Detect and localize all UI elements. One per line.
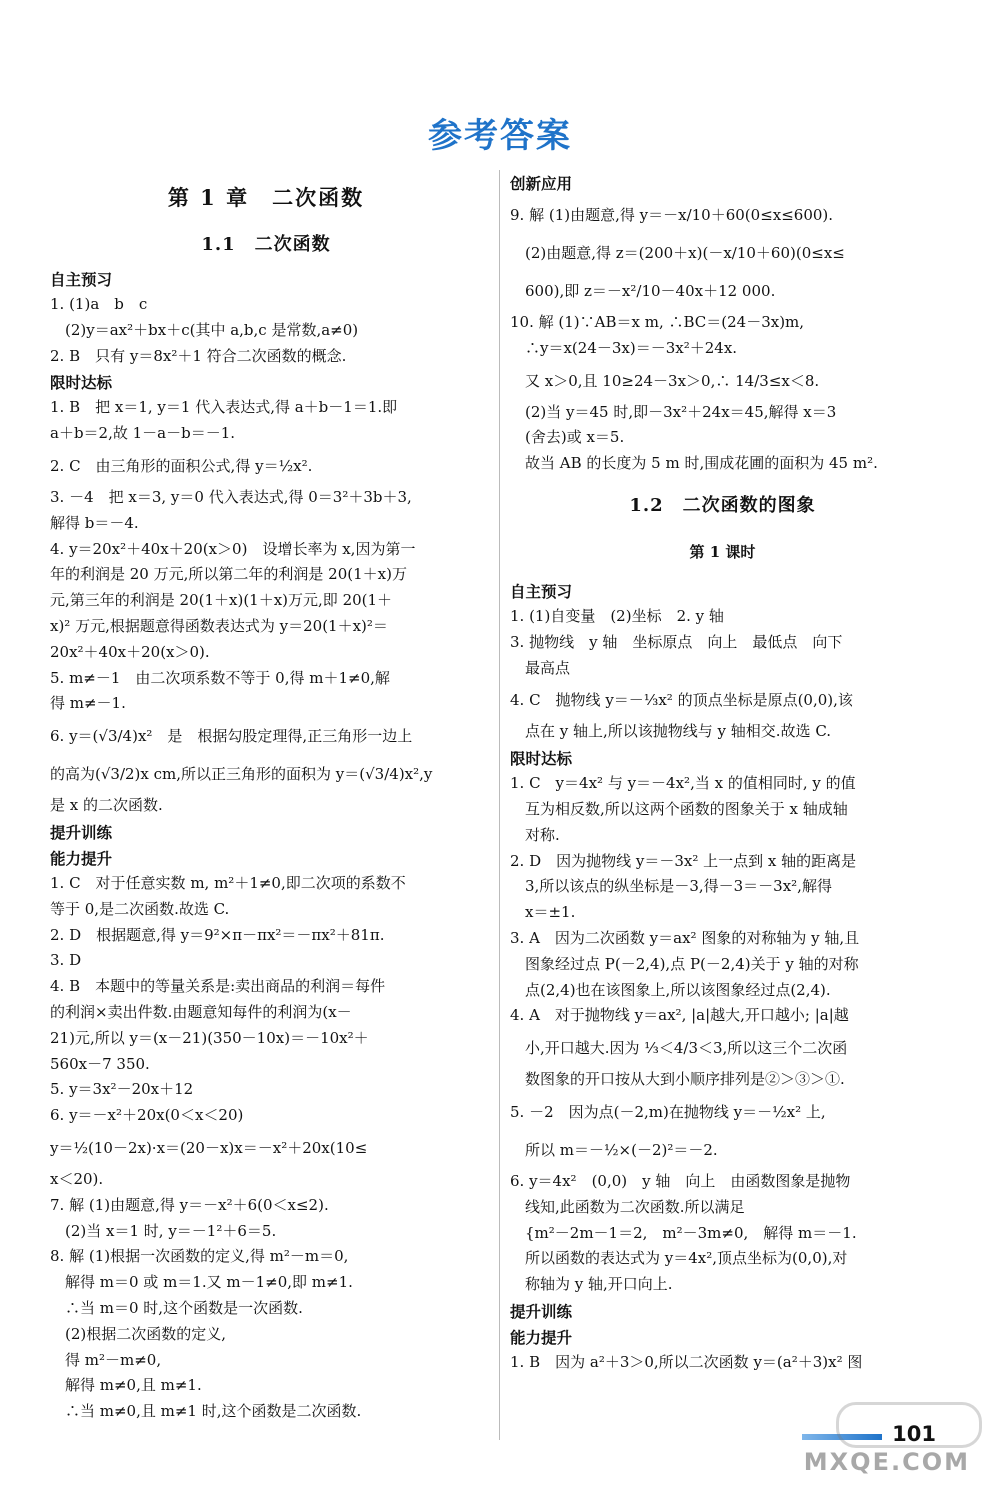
answer-line: 图象经过点 P(－2,4),点 P(－2,4)关于 y 轴的对称 — [510, 954, 859, 973]
answer-line: 2. D 根据题意,得 y＝9²×π－πx²＝－πx²＋81π. — [50, 925, 385, 944]
answer-line: 5. m≠－1 由二次项系数不等于 0,得 m＋1≠0,解 — [50, 668, 390, 687]
section-label: 限时达标 — [510, 750, 573, 769]
answer-line: 3. 抛物线 y 轴 坐标原点 向上 最低点 向下 — [510, 632, 843, 651]
left-answer-list — [50, 268, 482, 1425]
answer-line: 对称. — [510, 825, 560, 844]
answer-line: (2)y＝ax²＋bx＋c(其中 a,b,c 是常数,a≠0) — [50, 320, 359, 339]
answer-line: 3,所以该点的纵坐标是－3,得－3＝－3x²,解得 — [510, 877, 832, 896]
answer-line: 10. 解 (1)∵AB＝x m, ∴BC＝(24－3x)m, — [510, 313, 805, 331]
answer-line: 称轴为 y 轴,开口向上. — [510, 1275, 673, 1294]
section-label: 自主预习 — [50, 271, 113, 289]
answer-line: 小,开口越大.因为 ⅓＜4/3＜3,所以这三个二次函 — [510, 1039, 848, 1058]
answer-line: 2. D 因为抛物线 y＝－3x² 上一点到 x 轴的距离是 — [510, 851, 857, 870]
answer-line: 1. (1)自变量 (2)坐标 2. y 轴 — [510, 606, 724, 625]
answer-line: 解得 b＝－4. — [50, 513, 139, 532]
answer-line: (舍去)或 x＝5. — [510, 428, 625, 447]
answer-line: 点(2,4)也在该图象上,所以该图象经过点(2,4). — [510, 980, 831, 999]
column-divider — [499, 170, 500, 1440]
answer-line: (2)根据二次函数的定义, — [50, 1324, 227, 1343]
answer-line: 的利润×卖出件数.由题意知每件的利润为(x－ — [50, 1002, 352, 1021]
answer-line: 2. C 由三角形的面积公式,得 y＝½x². — [50, 456, 313, 475]
answer-line: 3. －4 把 x＝3, y＝0 代入表达式,得 0＝3²＋3b＋3, — [50, 487, 412, 506]
answer-line: ∴当 m＝0 时,这个函数是一次函数. — [50, 1298, 303, 1317]
answer-line: (2)当 x＝1 时, y＝－1²＋6＝5. — [50, 1221, 277, 1240]
answer-line: 21)元,所以 y＝(x－21)(350－10x)＝－10x²＋ — [50, 1028, 369, 1047]
answer-line: {m²－2m－1＝2, m²－3m≠0, 解得 m＝－1. — [510, 1223, 857, 1242]
answer-line: 600),即 z＝－x²/10－40x＋12 000. — [510, 282, 776, 300]
answer-line: 互为相反数,所以这两个函数的图象关于 x 轴成轴 — [510, 799, 848, 818]
answer-line: 的高为(√3/2)x cm,所以正三角形的面积为 y＝(√3/4)x²,y — [50, 765, 433, 784]
answer-line: (2)当 y＝45 时,即－3x²＋24x＝45,解得 x＝3 — [510, 402, 837, 421]
answer-line: 4. C 抛物线 y＝－⅓x² 的顶点坐标是原点(0,0),该 — [510, 691, 853, 710]
answer-line: 560x－7 350. — [50, 1054, 150, 1073]
section-label: 创新应用 — [510, 175, 573, 193]
answer-line: 5. y＝3x²－20x＋12 — [50, 1080, 194, 1099]
answer-line: 点在 y 轴上,所以该抛物线与 y 轴相交.故选 C. — [510, 722, 832, 741]
answer-line: 年的利润是 20 万元,所以第二年的利润是 20(1＋x)万 — [50, 565, 407, 584]
answer-line: 最高点 — [510, 658, 571, 677]
answer-line: (2)由题意,得 z＝(200＋x)(－x/10＋60)(0≤x≤ — [510, 244, 845, 262]
answer-line: 元,第三年的利润是 20(1＋x)(1＋x)万元,即 20(1＋ — [50, 591, 393, 610]
right-answer-list-a — [510, 172, 935, 477]
answer-line: 解得 m＝0 或 m＝1.又 m－1≠0,即 m≠1. — [50, 1273, 353, 1292]
left-column — [50, 170, 482, 1425]
watermark-text: MXQE.COM — [803, 1448, 970, 1476]
watermark-logo — [836, 1402, 982, 1448]
section-label: 自主预习 — [510, 582, 573, 601]
chapter-heading: 第 1 章 二次函数 — [167, 185, 365, 210]
section-heading-1-1: 1.1 二次函数 — [201, 234, 331, 255]
answer-line: 5. －2 因为点(－2,m)在抛物线 y＝－½x² 上, — [510, 1102, 826, 1121]
answer-line: 9. 解 (1)由题意,得 y＝－x/10＋60(0≤x≤600). — [510, 206, 834, 224]
answer-line: 是 x 的二次函数. — [50, 796, 163, 815]
answer-line: 1. B 把 x＝1, y＝1 代入表达式,得 a＋b－1＝1.即 — [50, 398, 398, 417]
lesson-heading: 第 1 课时 — [689, 542, 756, 561]
answer-line: 2. B 只有 y＝8x²＋1 符合二次函数的概念. — [50, 346, 347, 365]
answer-line: x＜20). — [50, 1169, 104, 1188]
answer-line: 1. C 对于任意实数 m, m²＋1≠0,即二次项的系数不 — [50, 873, 406, 892]
answer-line: 4. A 对于抛物线 y＝ax², |a|越大,开口越小; |a|越 — [510, 1006, 849, 1025]
answer-line: x)² 万元,根据题意得函数表达式为 y＝20(1＋x)²＝ — [50, 616, 388, 635]
page-number: 101 — [892, 1422, 936, 1446]
answer-line: 1. C y＝4x² 与 y＝－4x²,当 x 的值相同时, y 的值 — [510, 774, 856, 793]
answer-line: 4. y＝20x²＋40x＋20(x＞0) 设增长率为 x,因为第一 — [50, 539, 416, 558]
answer-line: 8. 解 (1)根据一次函数的定义,得 m²－m＝0, — [50, 1247, 349, 1266]
section-label: 限时达标 — [50, 374, 113, 393]
answer-line: a＋b＝2,故 1－a－b＝－1. — [50, 424, 236, 443]
answer-line: 1. B 因为 a²＋3＞0,所以二次函数 y＝(a²＋3)x² 图 — [510, 1352, 863, 1371]
answer-line: 解得 m≠0,且 m≠1. — [50, 1376, 202, 1395]
answer-line: 6. y＝(√3/4)x² 是 根据勾股定理得,正三角形一边上 — [50, 727, 413, 746]
answer-line: 1. (1)a b c — [50, 295, 148, 313]
answer-line: ∴y＝x(24－3x)＝－3x²＋24x. — [510, 338, 738, 357]
section-label: 提升训练 — [510, 1302, 573, 1321]
answer-line: y＝½(10－2x)·x＝(20－x)x＝－x²＋20x(10≤ — [50, 1138, 368, 1157]
answer-line: 所以函数的表达式为 y＝4x²,顶点坐标为(0,0),对 — [510, 1249, 848, 1268]
section-label: 能力提升 — [510, 1328, 573, 1347]
answer-line: 6. y＝－x²＋20x(0＜x＜20) — [50, 1106, 244, 1125]
answer-line: 3. D — [50, 951, 82, 970]
answer-line: 6. y＝4x² (0,0) y 轴 向上 由函数图象是抛物 — [510, 1171, 851, 1190]
answer-line: 故当 AB 的长度为 5 m 时,围成花圃的面积为 45 m². — [510, 454, 878, 473]
right-column — [510, 170, 935, 1376]
answer-line: 得 m≠－1. — [50, 694, 126, 713]
answer-line: 所以 m＝－½×(－2)²＝－2. — [510, 1140, 718, 1159]
answer-line: 4. B 本题中的等量关系是:卖出商品的利润＝每件 — [50, 977, 386, 996]
answer-line: 等于 0,是二次函数.故选 C. — [50, 899, 230, 918]
answer-line: ∴当 m≠0,且 m≠1 时,这个函数是二次函数. — [50, 1402, 362, 1421]
right-answer-list-b — [510, 580, 935, 1376]
answer-line: 得 m²－m≠0, — [50, 1350, 162, 1369]
section-heading-1-2: 1.2 二次函数的图象 — [629, 494, 816, 516]
answer-line: 3. A 因为二次函数 y＝ax² 图象的对称轴为 y 轴,且 — [510, 928, 860, 947]
answer-line: 又 x＞0,且 10≥24－3x＞0,∴ 14/3≤x＜8. — [510, 371, 820, 390]
answer-line: 7. 解 (1)由题意,得 y＝－x²＋6(0＜x≤2). — [50, 1195, 329, 1214]
section-label: 能力提升 — [50, 849, 113, 868]
answer-line: 20x²＋40x＋20(x＞0). — [50, 642, 210, 661]
answer-line: x＝±1. — [510, 903, 576, 922]
section-label: 提升训练 — [50, 823, 113, 842]
answer-line: 数图象的开口按从大到小顺序排列是②＞③＞①. — [510, 1070, 845, 1089]
page-title: 参考答案 — [428, 116, 572, 156]
answer-line: 线知,此函数为二次函数.所以满足 — [510, 1197, 745, 1216]
